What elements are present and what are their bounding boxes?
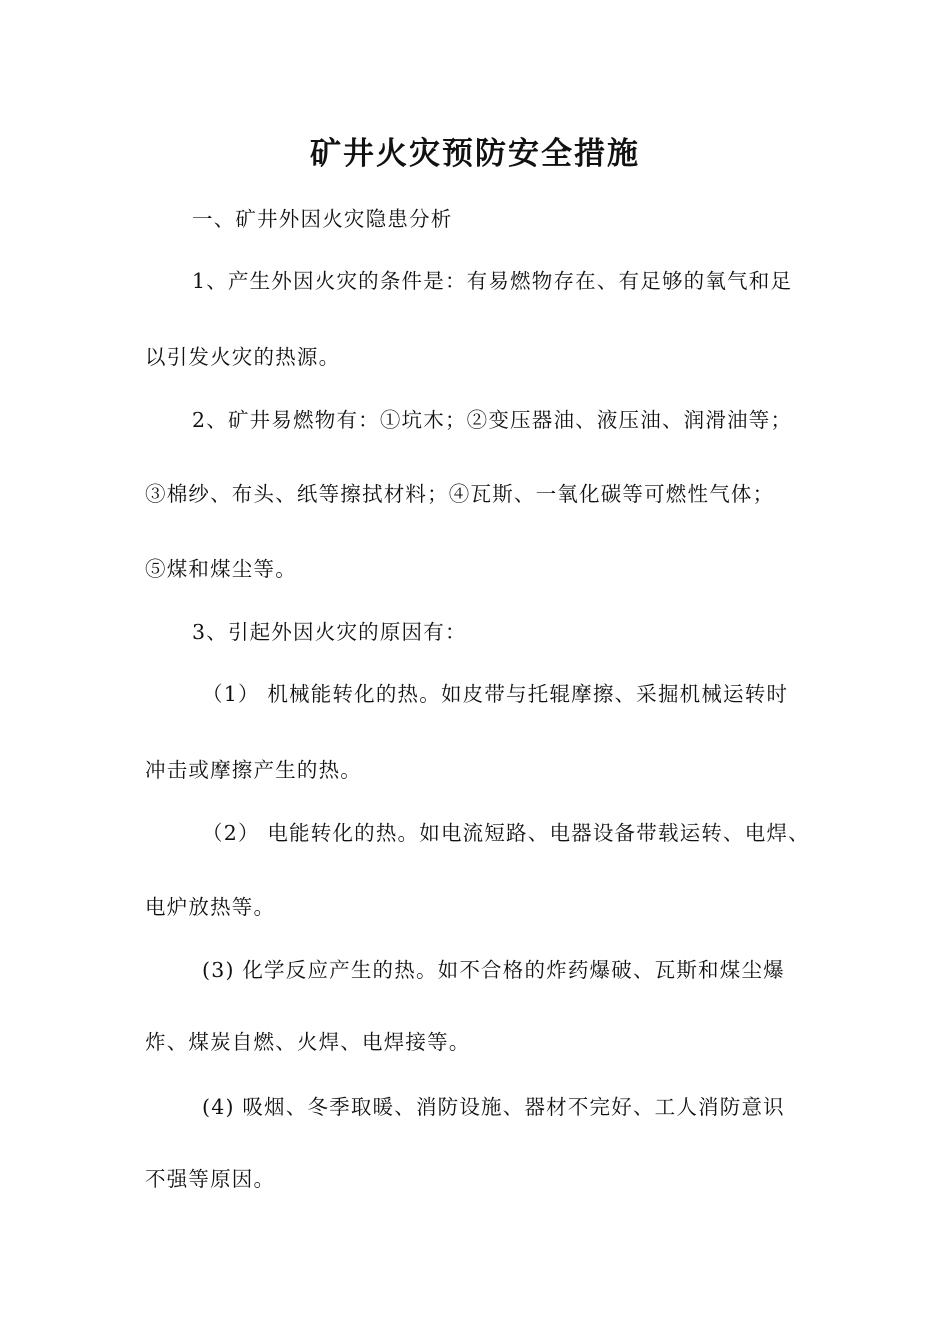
paragraph-line: 3、引起外因火灾的原因有： bbox=[192, 620, 467, 644]
document-title: 矿井火灾预防安全措施 bbox=[310, 136, 640, 172]
list-item-line: 电炉放热等。 bbox=[145, 895, 276, 919]
list-item-line: 不强等原因。 bbox=[145, 1167, 276, 1191]
section-heading: 一、矿井外因火灾隐患分析 bbox=[192, 207, 453, 231]
paragraph-line: ⑤煤和煤尘等。 bbox=[145, 557, 297, 581]
paragraph-line: 以引发火灾的热源。 bbox=[145, 345, 341, 369]
list-item-line: 冲击或摩擦产生的热。 bbox=[145, 758, 362, 782]
list-item-line: (3) 化学反应产生的热。如不合格的炸药爆破、瓦斯和煤尘爆 bbox=[202, 958, 785, 982]
list-item-line: （2） 电能转化的热。如电流短路、电器设备带载运转、电焊、 bbox=[202, 821, 810, 845]
paragraph-line: ③棉纱、布头、纸等擦拭材料；④瓦斯、一氧化碳等可燃性气体； bbox=[145, 482, 775, 506]
list-item-line: 炸、煤炭自燃、火焊、电焊接等。 bbox=[145, 1030, 471, 1054]
paragraph-line: 1、产生外因火灾的条件是：有易燃物存在、有足够的氧气和足 bbox=[192, 269, 793, 293]
list-item-line: (4) 吸烟、冬季取暖、消防设施、器材不完好、工人消防意识 bbox=[202, 1095, 785, 1119]
list-item-line: （1） 机械能转化的热。如皮带与托辊摩擦、采掘机械运转时 bbox=[202, 682, 789, 706]
paragraph-line: 2、矿井易燃物有：①坑木；②变压器油、液压油、润滑油等； bbox=[192, 408, 793, 432]
